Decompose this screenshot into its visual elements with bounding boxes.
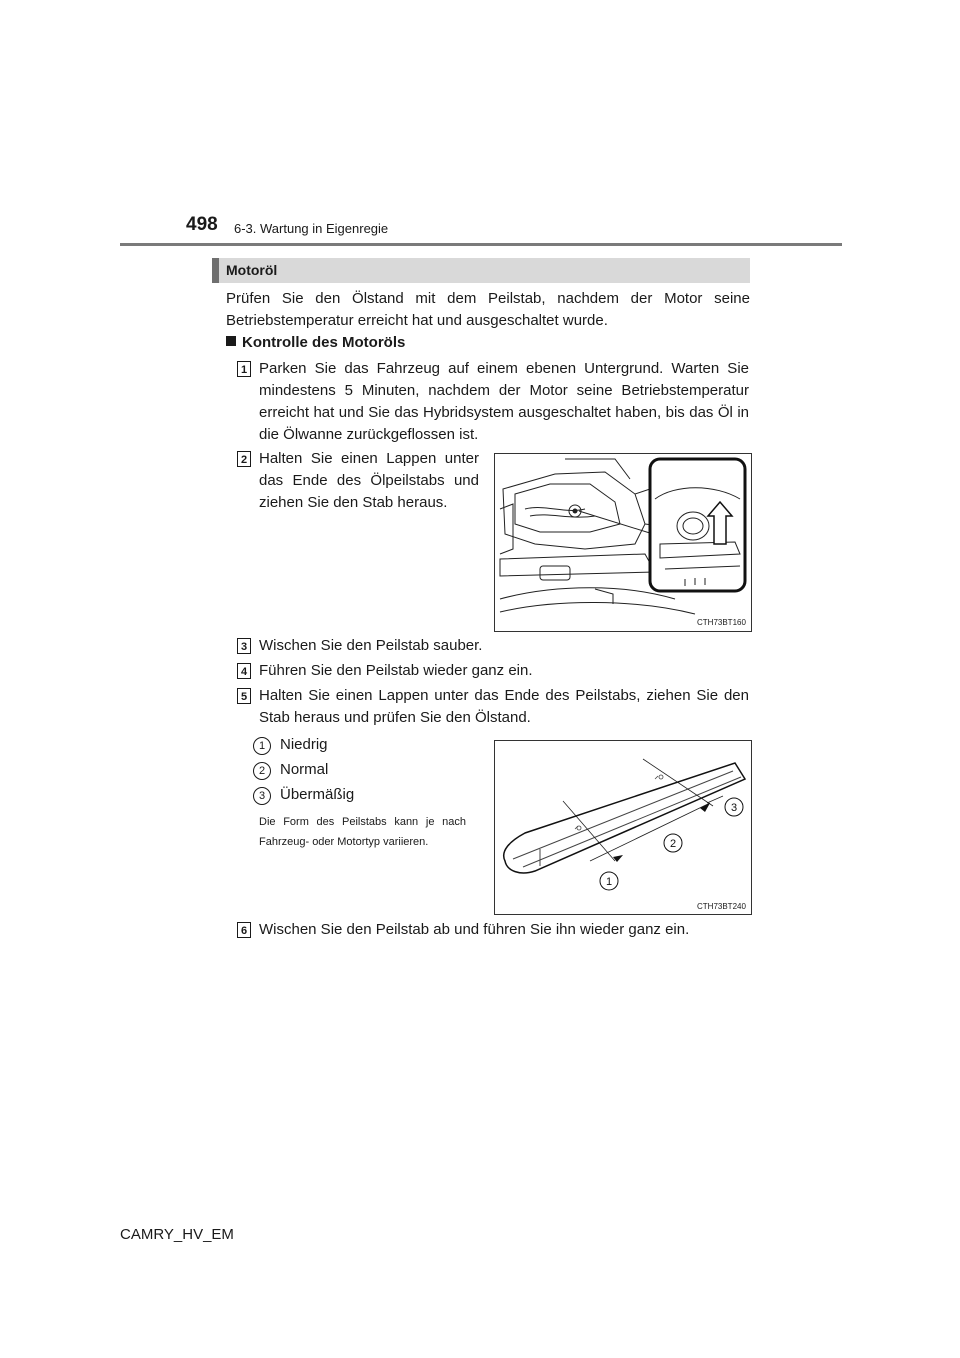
square-bullet-icon [226,336,236,346]
page-number: 498 [186,214,218,235]
section-title-bar [212,258,750,283]
step-3-text: Wischen Sie den Peilstab sauber. [259,637,483,654]
header-divider [120,243,842,246]
step-number-6: 6 [237,922,251,938]
dipstick-callout-3: 3 [730,802,738,814]
level-label-normal: Normal [280,761,329,778]
document-code: CAMRY_HV_EM [120,1226,234,1243]
level-label-excess: Übermäßig [280,786,355,803]
section-title: Motoröl [226,262,278,278]
level-label-low: Niedrig [280,736,328,753]
step-number-1: 1 [237,361,251,377]
step-number-2: 2 [237,451,251,467]
dipstick-callout-2: 2 [669,838,677,850]
sub-heading [226,334,405,351]
dipstick-figure [494,740,752,915]
level-number-1: 1 [253,737,271,755]
step-4-text: Führen Sie den Peilstab wieder ganz ein. [259,662,533,679]
dipstick-figure-code: CTH73BT240 [697,902,746,911]
step-number-4: 4 [237,663,251,679]
step-1-text: Parken Sie das Fahrzeug auf einem ebenen Untergrund. Warten Sie mindestens 5 Minuten, nachdem der Motor seine Betriebstemperatur erreicht hat und Sie das Hybridsystem ausgeschaltet haben, bis das Öl in die Ölwanne zurückgeflossen ist. [259,360,749,443]
step-5-text: Halten Sie einen Lappen unter das Ende des Peilstabs, ziehen Sie den Stab heraus und prüfen Sie den Ölstand. [259,687,749,726]
level-number-3: 3 [253,787,271,805]
engine-figure-code: CTH73BT160 [697,618,746,627]
intro-paragraph: Prüfen Sie den Ölstand mit dem Peilstab, nachdem der Motor seine Betriebstemperatur erreicht hat und ausgeschaltet wurde. [226,290,750,329]
step-6-text: Wischen Sie den Peilstab ab und führen Sie ihn wieder ganz ein. [259,921,690,938]
level-number-2: 2 [253,762,271,780]
dipstick-note: Die Form des Peilstabs kann je nach Fahrzeug- oder Motortyp variieren. [259,816,466,848]
step-2-text: Halten Sie einen Lappen unter das Ende des Ölpeilstabs und ziehen Sie den Stab heraus. [259,450,479,511]
dipstick-illustration [495,741,751,914]
engine-bay-figure [494,453,752,632]
step-number-3: 3 [237,638,251,654]
breadcrumb: 6-3. Wartung in Eigenregie [234,221,389,236]
engine-bay-illustration [495,454,751,631]
step-number-5: 5 [237,688,251,704]
dipstick-callout-1: 1 [605,876,613,888]
sub-heading-text: Kontrolle des Motoröls [242,334,406,351]
